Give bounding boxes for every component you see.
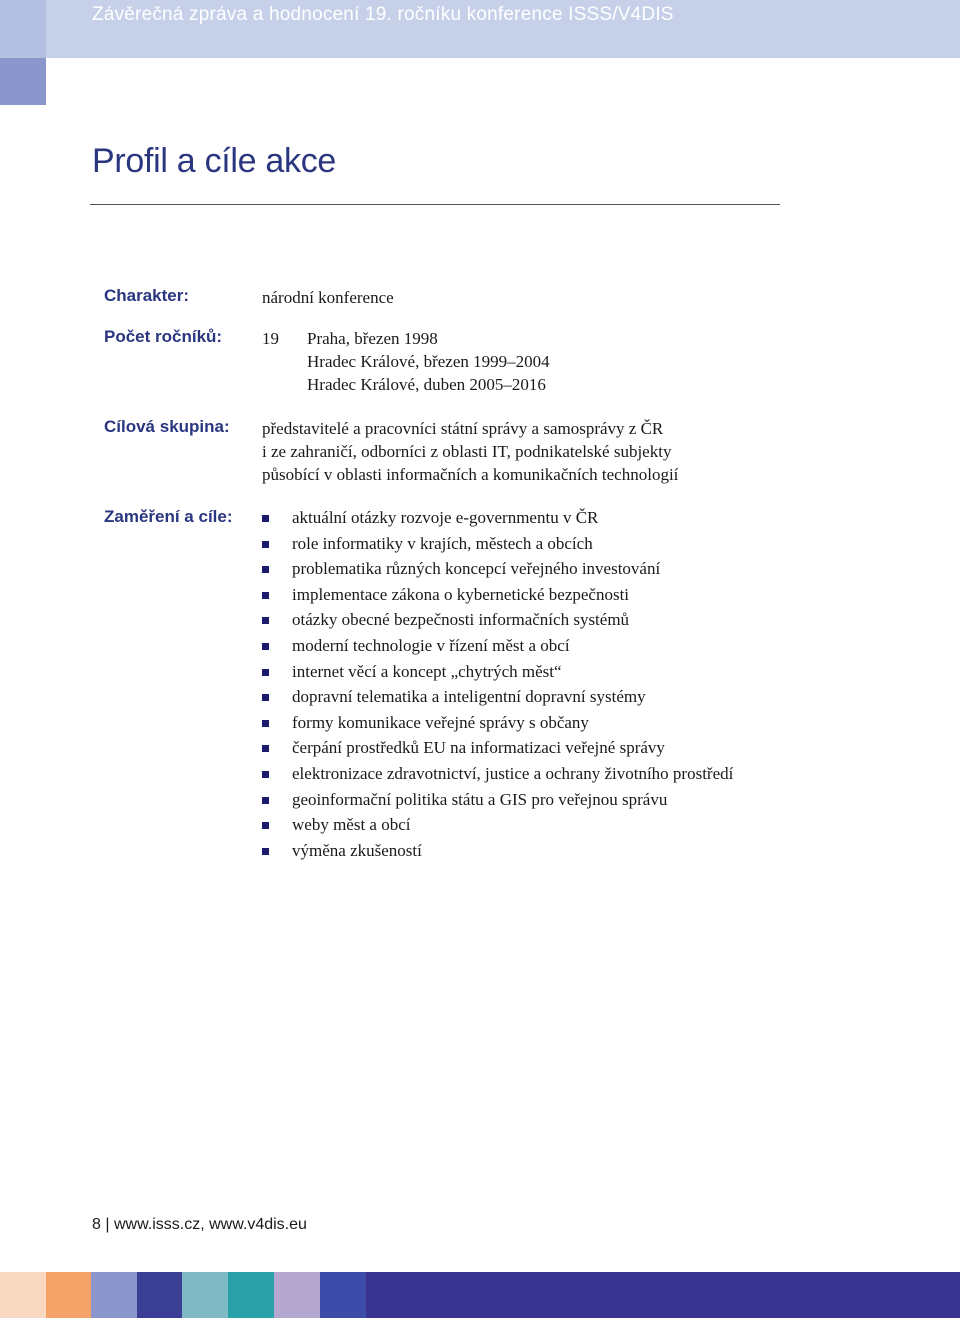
square-bullet-icon bbox=[262, 694, 269, 701]
footer-text bbox=[92, 1216, 307, 1234]
list-item-text: weby měst a obcí bbox=[292, 815, 411, 835]
page-number: 8 bbox=[92, 1216, 101, 1233]
list-item bbox=[262, 812, 732, 838]
footer-color-block bbox=[320, 1272, 366, 1318]
footer-color-block bbox=[137, 1272, 182, 1318]
footer-color-block bbox=[182, 1272, 228, 1318]
header-accent-square bbox=[0, 0, 46, 58]
list-item bbox=[262, 684, 732, 710]
list-item bbox=[262, 633, 732, 659]
square-bullet-icon bbox=[262, 822, 269, 829]
editions-count: 19 bbox=[262, 329, 279, 348]
running-title: Závěrečná zpráva a hodnocení 19. ročníku konference ISSS/V4DIS bbox=[92, 4, 674, 25]
list-item-text: dopravní telematika a inteligentní dopravní systémy bbox=[292, 687, 646, 707]
list-item-text: otázky obecné bezpečnosti informačních systémů bbox=[292, 610, 630, 630]
footer-color-block bbox=[274, 1272, 320, 1318]
list-item-text: výměna zkušeností bbox=[292, 840, 422, 860]
character-label: Charakter: bbox=[104, 286, 190, 305]
list-item bbox=[262, 735, 732, 761]
list-item-text: problematika různých koncepcí veřejného investování bbox=[292, 559, 661, 579]
square-bullet-icon bbox=[262, 669, 269, 676]
square-bullet-icon bbox=[262, 566, 269, 573]
list-item bbox=[262, 838, 732, 864]
list-item-text: elektronizace zdravotnictví, justice a ochrany životního prostředí bbox=[292, 763, 734, 783]
editions-history-line: Hradec Králové, březen 1999–2004 bbox=[307, 352, 550, 371]
list-item-text: čerpání prostředků EU na informatizaci veřejné správy bbox=[292, 738, 665, 758]
focus-label: Zaměření a cíle: bbox=[104, 507, 233, 526]
list-item bbox=[262, 505, 732, 531]
square-bullet-icon bbox=[262, 848, 269, 855]
audience-text bbox=[262, 417, 678, 486]
list-item bbox=[262, 761, 737, 787]
editions-history-line: Praha, březen 1998 bbox=[307, 329, 438, 348]
list-item-text: role informatiky v krajích, městech a obcích bbox=[292, 533, 593, 553]
square-bullet-icon bbox=[262, 541, 269, 548]
square-bullet-icon bbox=[262, 797, 269, 804]
list-item bbox=[262, 582, 732, 608]
list-item-text: implementace zákona o kybernetické bezpečnosti bbox=[292, 584, 630, 604]
list-item bbox=[262, 556, 732, 582]
footer-color-block bbox=[228, 1272, 274, 1318]
square-bullet-icon bbox=[262, 643, 269, 650]
footer-color-block bbox=[46, 1272, 91, 1318]
square-bullet-icon bbox=[262, 592, 269, 599]
editions-label: Počet ročníků: bbox=[104, 327, 223, 346]
page-title: Profil a cíle akce bbox=[92, 142, 337, 180]
footer-color-block bbox=[366, 1272, 960, 1318]
list-item bbox=[262, 607, 732, 633]
audience-line: působící v oblasti informačních a komunikačních technologií bbox=[262, 465, 679, 484]
list-item-text: aktuální otázky rozvoje e-governmentu v ČR bbox=[292, 508, 599, 527]
audience-label: Cílová skupina: bbox=[104, 417, 230, 436]
audience-line: i ze zahraničí, odborníci z oblasti IT, podnikatelské subjekty bbox=[262, 442, 672, 461]
footer-links: www.isss.cz, www.v4dis.eu bbox=[113, 1216, 307, 1233]
list-item-text: formy komunikace veřejné správy s občany bbox=[292, 712, 589, 732]
focus-list bbox=[262, 505, 732, 863]
list-item-text: moderní technologie v řízení měst a obcí bbox=[292, 635, 570, 655]
square-bullet-icon bbox=[262, 515, 269, 522]
list-item bbox=[262, 787, 732, 813]
footer-color-block bbox=[91, 1272, 137, 1318]
header-accent-square-lower bbox=[0, 58, 46, 105]
list-item-text: geoinformační politika státu a GIS pro veřejnou správu bbox=[292, 789, 668, 809]
editions-history bbox=[307, 327, 550, 396]
square-bullet-icon bbox=[262, 720, 269, 727]
list-item bbox=[262, 531, 732, 557]
audience-line: představitelé a pracovníci státní správy a samosprávy z ČR bbox=[262, 419, 664, 438]
character-value: národní konference bbox=[262, 288, 394, 307]
list-item-text: internet věcí a koncept „chytrých měst“ bbox=[292, 661, 562, 681]
title-divider bbox=[90, 204, 780, 205]
square-bullet-icon bbox=[262, 745, 269, 752]
footer-separator: | bbox=[105, 1216, 114, 1233]
editions-history-line: Hradec Králové, duben 2005–2016 bbox=[307, 375, 546, 394]
footer-color-band bbox=[0, 1272, 960, 1318]
list-item bbox=[262, 710, 732, 736]
list-item bbox=[262, 659, 732, 685]
square-bullet-icon bbox=[262, 771, 269, 778]
footer-color-block bbox=[0, 1272, 46, 1318]
square-bullet-icon bbox=[262, 617, 269, 624]
